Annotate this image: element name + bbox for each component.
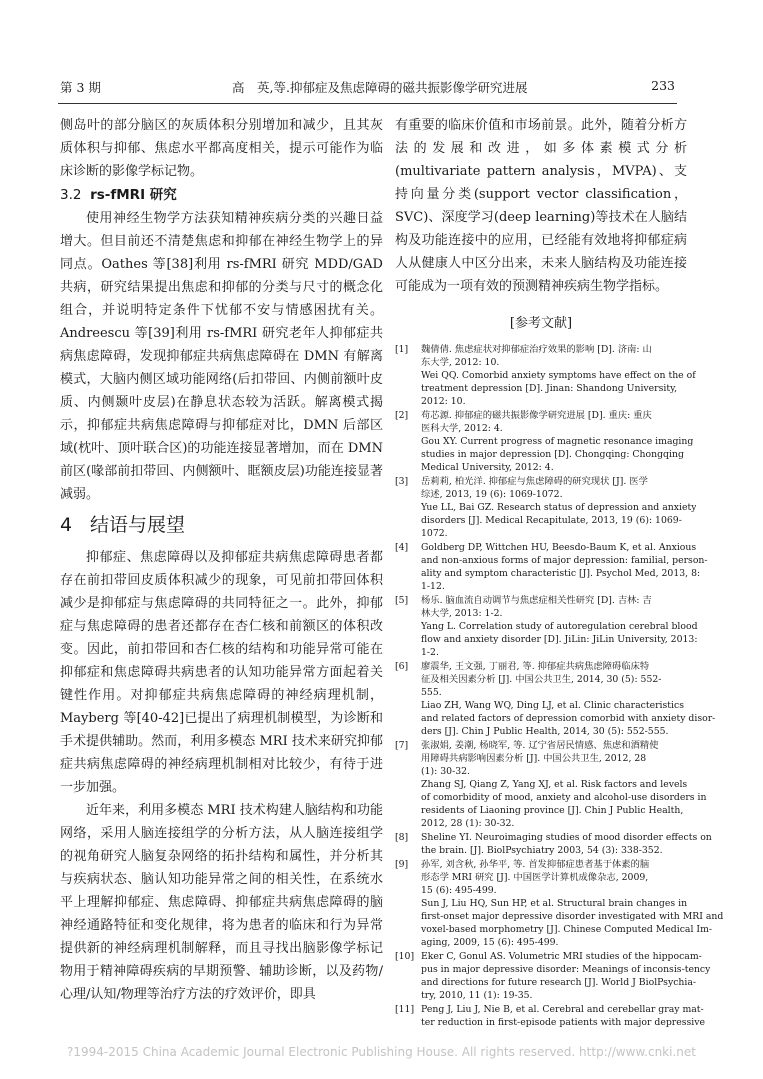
section-title: 结语与展望: [90, 514, 186, 536]
section-title: rs-fMRI 研究: [90, 187, 177, 203]
reference-text: [421, 831, 712, 857]
reference-line: Peng J, Liu J, Nie B, et al. Cerebral and cerebellar gray mat-: [421, 1004, 704, 1015]
reference-item: [395, 739, 707, 830]
reference-line: 1072.: [421, 528, 448, 539]
reference-line: the brain. [J]. BiolPsychiatry 2003, 54 (3): 338-352.: [421, 845, 663, 856]
reference-item: [395, 950, 711, 1002]
issue-label: 第 3 期: [60, 80, 101, 95]
references-title: [参考文献]: [509, 316, 573, 331]
reference-line: 医科大学, 2012: 4.: [421, 423, 503, 434]
reference-item: [395, 660, 716, 738]
reference-line: 魏倩倩. 焦虑症状对抑郁症治疗效果的影响 [D]. 济南: 山: [421, 344, 652, 355]
copyright-footer: ?1994-2015 China Academic Journal Electronic Publishing House. All rights reserved. http://www.cnki.net: [67, 1045, 696, 1059]
reference-line: aging, 2009, 15 (6): 495-499.: [421, 937, 559, 948]
reference-line: studies in major depression [D]. Chongqing: Chongqing: [421, 449, 684, 460]
reference-line: ter reduction in first-episode patients with major depressive: [421, 1017, 706, 1028]
paragraph-4b: 近年来，利用多模态 MRI 技术构建人脑结构和功能网络，采用人脑连接组学的分析方法，从人脑连接组学的视角研究人脑复杂网络的拓扑结构和属性，并分析其与疾病状态、脑认知功能异常之间的相关性，在系统水平上理解抑郁症、焦虑障碍、抑郁症共病焦虑障碍的脑神经通路特征和变化规律，将为患者的临床和行为异常提供新的神经病理机制解释，而且寻找出脑影像学标记物用于精神障碍疾病的早期预警、辅助诊断，以及药物/心理/认知/物理等治疗方法的疗效评价，即具: [60, 803, 383, 1002]
reference-line: residents of Liaoning province [J]. Chin J Public Health,: [421, 805, 684, 816]
reference-line: disorders [J]. Medical Recapitulate, 2013, 19 (6): 1069-: [421, 515, 682, 526]
reference-item: [395, 1003, 706, 1029]
reference-number: [11]: [395, 1004, 415, 1015]
reference-line: Goldberg DP, Wittchen HU, Beesdo-Baum K, et al. Anxious: [421, 542, 697, 553]
reference-item: [395, 858, 724, 949]
reference-line: 1-2.: [421, 647, 439, 658]
reference-line: first-onset major depressive disorder investigated with MRI and: [421, 911, 724, 922]
reference-line: flow and anxiety disorder [D]. JiLin: JiLin University, 2013:: [421, 634, 698, 645]
reference-line: 用障碍共病影响因素分析 [J]. 中国公共卫生, 2012, 28: [421, 753, 647, 764]
reference-line: 苟芯源. 抑郁症的磁共振影像学研究进展 [D]. 重庆: 重庆: [421, 410, 652, 421]
reference-number: [7]: [395, 740, 409, 751]
reference-text: [421, 858, 723, 949]
reference-line: 廖震华, 王文强, 丁丽君, 等. 抑郁症共病焦虑障碍临床特: [421, 661, 650, 672]
reference-line: 东大学, 2012: 10.: [421, 357, 500, 368]
reference-line: pus in major depressive disorder: Meanings of inconsis-tency: [421, 964, 711, 975]
reference-line: ality and symptom characteristic [J]. Psychol Med, 2013, 8:: [421, 568, 701, 579]
reference-line: Wei QQ. Comorbid anxiety symptoms have effect on the of: [421, 370, 696, 381]
reference-text: [421, 660, 715, 738]
reference-line: 15 (6): 495-499.: [421, 885, 497, 896]
reference-line: 杨乐. 脑血流自动调节与焦虑症相关性研究 [D]. 吉林: 吉: [421, 595, 652, 606]
reference-line: 征及相关因素分析 [J]. 中国公共卫生, 2014, 30 (5): 552-: [421, 674, 662, 685]
reference-text: [421, 541, 708, 593]
reference-line: 岳莉莉, 柏光洋. 抑郁症与焦虑障碍的研究现状 [J]. 医学: [421, 476, 648, 487]
reference-line: 综述, 2013, 19 (6): 1069-1072.: [421, 489, 563, 500]
reference-line: Zhang SJ, Qiang Z, Yang XJ, et al. Risk factors and levels: [421, 779, 688, 790]
reference-line: voxel-based morphometry [J]. Chinese Computed Medical Im-: [421, 924, 713, 935]
reference-number: [4]: [395, 542, 409, 553]
reference-line: 林大学, 2013: 1-2.: [421, 608, 503, 619]
section-4-heading: [60, 510, 383, 540]
reference-line: 2012: 10.: [421, 396, 466, 407]
reference-line: 2012, 28 (1): 30-32.: [421, 818, 515, 829]
reference-text: [421, 739, 707, 830]
section-number: 4: [60, 514, 73, 536]
reference-number: [3]: [395, 476, 409, 487]
reference-line: and directions for future research [J]. World J BiolPsychia-: [421, 977, 697, 988]
reference-line: and non-anxious forms of major depression: familial, person-: [421, 555, 708, 566]
reference-number: [5]: [395, 595, 409, 606]
reference-line: try, 2010, 11 (1): 19-35.: [421, 990, 533, 1001]
reference-line: Sun J, Liu HQ, Sun HP, et al. Structural brain changes in: [421, 898, 688, 909]
right-column: [395, 114, 724, 1030]
section-3-2-heading: [60, 183, 383, 207]
reference-number: [10]: [395, 951, 415, 962]
reference-number: [9]: [395, 859, 409, 870]
reference-number: [2]: [395, 410, 409, 421]
reference-item: [395, 475, 697, 540]
reference-text: [421, 950, 710, 1002]
paragraph-3-2: 使用神经生物学方法获知精神疾病分类的兴趣日益增大。但目前还不清楚焦虑和抑郁在神经生物学上的异同点。Oathes 等[38]利用 rs-fMRI 研究 MDD/GAD 共病，研究结果提出焦虑和抑郁的分类与尺寸的概念化组合，并说明特定条件下忧郁不安与情感困扰有关。Andreescu 等[39]利用 rs-fMRI 研究老年人抑郁症共病焦虑障碍，发现抑郁症共病焦虑障碍在 DMN 有解离模式，大脑内侧区域功能网络(后扣带回、内侧前额叶皮质、内侧颞叶皮层)在静息状态较为活跃。解离模式揭示，抑郁症共病焦虑障碍与抑郁症对比，DMN 后部区域(枕叶、顶叶联合区)的功能连接显著增加，而在 DMN 前区(喙部前扣带回、内侧额叶、眶额皮层)功能连接显著减弱。: [60, 211, 383, 502]
paragraph-continuation: 侧岛叶的部分脑区的灰质体积分别增加和减少，且其灰质体积与抑郁、焦虑水平都高度相关，提示可能作为临床诊断的影像学标记物。: [60, 118, 383, 179]
reference-number: [6]: [395, 661, 409, 672]
reference-text: [421, 475, 696, 540]
reference-line: treatment depression [D]. Jinan: Shandong University,: [421, 383, 678, 394]
reference-item: [395, 541, 708, 593]
reference-text: [421, 594, 698, 659]
section-number: 3.2: [60, 187, 82, 203]
running-title: 高 英,等.抑郁症及焦虑障碍的磁共振影像学研究进展: [232, 80, 528, 95]
reference-line: Yang L. Correlation study of autoregulation cerebral blood: [421, 621, 698, 632]
reference-item: [395, 409, 694, 474]
reference-line: Liao ZH, Wang WQ, Ding LJ, et al. Clinic characteristics: [421, 700, 684, 711]
paragraph-continuation: 有重要的临床价值和市场前景。此外，随着分析方法的发展和改进，如多体素模式分析(multivariate pattern analysis，MVPA)、支持向量分类(support vector classification，SVC)、深度学习(deep learning)等技术在人脑结构及功能连接中的应用，已经能有效地将抑郁症病人从健康人中区分出来，未来人脑结构及功能连接可能成为一项有效的预测精神疾病生物学指标。: [395, 118, 687, 294]
reference-line: Gou XY. Current progress of magnetic resonance imaging: [421, 436, 694, 447]
reference-line: 孙军, 刘含秋, 孙华平, 等. 首发抑郁症患者基于体素的脑: [421, 859, 650, 870]
reference-text: [421, 343, 696, 408]
reference-number: [1]: [395, 344, 409, 355]
reference-line: Yue LL, Bai GZ. Research status of depression and anxiety: [421, 502, 697, 513]
reference-text: [421, 1003, 705, 1029]
reference-line: Sheline YI. Neuroimaging studies of mood disorder effects on: [421, 832, 712, 843]
reference-item: [395, 831, 712, 857]
left-column: [60, 114, 383, 1006]
reference-line: 1-12.: [421, 581, 445, 592]
page-number: 233: [651, 78, 675, 93]
reference-line: (1): 30-32.: [421, 766, 471, 777]
reference-line: Eker C, Gonul AS. Volumetric MRI studies of the hippocam-: [421, 951, 702, 962]
paragraph-4a: 抑郁症、焦虑障碍以及抑郁症共病焦虑障碍患者都存在前扣带回皮质体积减少的现象，可见前扣带回体积减少是抑郁症与焦虑障碍的共同特征之一。此外，抑郁症与焦虑障碍的患者还都存在杏仁核和前额区的体积改变。因此，前扣带回和杏仁核的结构和功能异常可能在抑郁症和焦虑障碍共病患者的认知功能异常方面起着关键性作用。对抑郁症共病焦虑障碍的神经病理机制，Mayberg 等[40-42]已提出了病理机制模型，为诊断和手术提供辅助。然而，利用多模态 MRI 技术来研究抑郁症共病焦虑障碍的神经病理机制相对比较少，有待于进一步加强。: [60, 550, 383, 795]
reference-text: [421, 409, 693, 474]
reference-line: 555.: [421, 687, 442, 698]
reference-line: 形态学 MRI 研究 [J]. 中国医学计算机成像杂志, 2009,: [421, 872, 649, 883]
header-rule: [58, 103, 677, 104]
reference-item: [395, 594, 698, 659]
reference-line: of comorbidity of mood, anxiety and alcohol-use disorders in: [421, 792, 707, 803]
reference-list: [395, 343, 724, 1029]
reference-line: 张淑娟, 姜潮, 杨晓军, 等. 辽宁省居民情感、焦虑和酒精使: [421, 740, 659, 751]
reference-number: [8]: [395, 832, 409, 843]
reference-item: [395, 343, 696, 408]
reference-line: ders [J]. Chin J Public Health, 2014, 30 (5): 552-555.: [421, 726, 669, 737]
reference-line: and related factors of depression comorbid with anxiety disor-: [421, 713, 716, 724]
reference-line: Medical University, 2012: 4.: [421, 462, 554, 473]
